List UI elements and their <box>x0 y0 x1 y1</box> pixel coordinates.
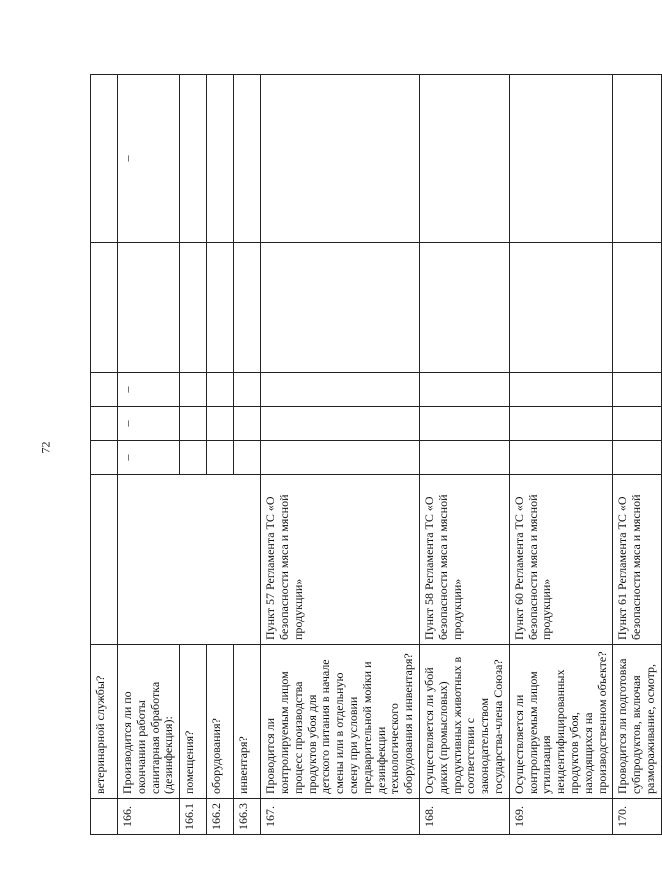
extra-cell <box>207 243 234 373</box>
reference-cell <box>118 475 261 645</box>
page-number: 72 <box>38 441 53 454</box>
extra-cell <box>509 243 613 373</box>
answer-no-cell <box>207 407 234 441</box>
answer-na-cell <box>613 373 661 407</box>
reference-cell: Пункт 58 Регламента ТС «О безопасности мяса и мясной продукции» <box>419 475 509 645</box>
answer-no-cell: – <box>118 407 180 441</box>
answer-no-cell <box>261 407 420 441</box>
row-number-cell: 169. <box>509 799 613 835</box>
answer-na-cell <box>91 373 118 407</box>
question-cell: Проводится ли подготовка субпродуктов, включая размораживание, осмотр, <box>613 645 661 799</box>
extra-cell <box>261 243 420 373</box>
answer-na-cell <box>261 373 420 407</box>
answer-yes-cell <box>419 441 509 475</box>
comment-cell <box>180 75 207 243</box>
extra-cell <box>234 243 261 373</box>
question-cell: помещения? <box>180 645 207 799</box>
reference-cell: Пункт 57 Регламента ТС «О безопасности мяса и мясной продукции» <box>261 475 420 645</box>
answer-yes-cell <box>509 441 613 475</box>
question-cell: Осуществляется ли убой диких (промысловых) продуктивных животных в соответствии с законодательством государства-члена Союза? <box>419 645 509 799</box>
document-sheet <box>90 75 657 835</box>
answer-na-cell: – <box>118 373 180 407</box>
answer-na-cell <box>234 373 261 407</box>
row-number-cell: 166.2 <box>207 799 234 835</box>
answer-na-cell <box>180 373 207 407</box>
answer-no-cell <box>419 407 509 441</box>
answer-no-cell <box>234 407 261 441</box>
comment-cell <box>234 75 261 243</box>
answer-yes-cell <box>180 441 207 475</box>
row-number-cell: 170. <box>613 799 661 835</box>
question-cell: инвентаря? <box>234 645 261 799</box>
answer-no-cell <box>180 407 207 441</box>
answer-no-cell <box>91 407 118 441</box>
extra-cell <box>419 243 509 373</box>
checklist-table <box>90 74 662 835</box>
comment-cell <box>207 75 234 243</box>
table-row <box>118 75 180 835</box>
answer-na-cell <box>509 373 613 407</box>
row-number-cell: 168. <box>419 799 509 835</box>
comment-cell <box>261 75 420 243</box>
answer-yes-cell <box>207 441 234 475</box>
checklist-table-rotated <box>90 75 657 835</box>
question-cell: оборудования? <box>207 645 234 799</box>
row-number-cell: 166.3 <box>234 799 261 835</box>
table-row <box>91 75 118 835</box>
comment-cell <box>419 75 509 243</box>
answer-yes-cell <box>234 441 261 475</box>
question-cell: Производится ли по окончании работы санитарная обработка (дезинфекция): <box>118 645 180 799</box>
table-row <box>261 75 420 835</box>
table-row <box>613 75 661 835</box>
question-cell: Осуществляется ли контролируемым лицом утилизация неидентифицированных продуктов убоя, находящихся на производственном объекте? <box>509 645 613 799</box>
extra-cell <box>118 243 180 373</box>
answer-no-cell <box>613 407 661 441</box>
question-cell: Проводится ли контролируемым лицом процесс производства продуктов убоя для детского питания в начале смены или в отдельную смену при условии предварительной мойки и дезинфекции технологического оборудования и инвентаря? <box>261 645 420 799</box>
question-cell: ветеринарной службы? <box>91 645 118 799</box>
table-row <box>234 75 261 835</box>
comment-cell: – <box>118 75 180 243</box>
extra-cell <box>91 243 118 373</box>
row-number-cell: 166.1 <box>180 799 207 835</box>
answer-na-cell <box>419 373 509 407</box>
comment-cell <box>91 75 118 243</box>
comment-cell <box>509 75 613 243</box>
extra-cell <box>613 243 661 373</box>
reference-cell <box>91 475 118 645</box>
comment-cell <box>613 75 661 243</box>
row-number-cell: 166. <box>118 799 180 835</box>
table-row <box>419 75 509 835</box>
answer-yes-cell <box>261 441 420 475</box>
answer-yes-cell <box>613 441 661 475</box>
answer-yes-cell <box>91 441 118 475</box>
row-number-cell <box>91 799 118 835</box>
table-row <box>180 75 207 835</box>
reference-cell: Пункт 60 Регламента ТС «О безопасности мяса и мясной продукции» <box>509 475 613 645</box>
answer-no-cell <box>509 407 613 441</box>
reference-cell: Пункт 61 Регламента ТС «О безопасности мяса и мясной <box>613 475 661 645</box>
table-row <box>509 75 613 835</box>
answer-yes-cell: – <box>118 441 180 475</box>
answer-na-cell <box>207 373 234 407</box>
row-number-cell: 167. <box>261 799 420 835</box>
extra-cell <box>180 243 207 373</box>
table-row <box>207 75 234 835</box>
